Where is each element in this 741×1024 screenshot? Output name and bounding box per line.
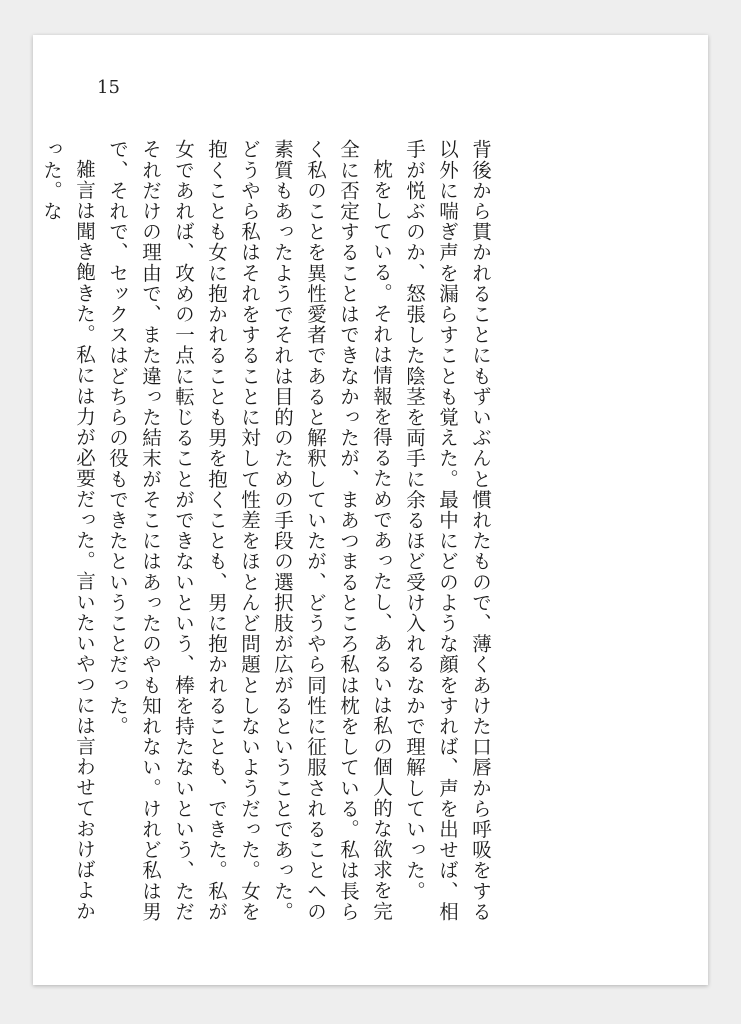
book-page [33,35,708,985]
paragraph-2: 枕をしている。それは情報を得るためであったし、あるいは私の個人的な欲求を完全に否定することはできなかったが、まあつまるところ私は枕をしている。私は長らく私のことを異性愛者であると解釈していたが、どうやら同性に征服されることへの素質もあったようでそれは目的のための手段の選択肢が広がるということであった。どうやら私はそれをすることに対して性差をほとんど問題としないようだった。女を抱くことも女に抱かれることも男を抱くことも、男に抱かれることも、できた。私が女であれば、攻めの一点に転じることができないという、棒を持たないという、ただそれだけの理由で、また違った結末がそこにはあったのやも知れない。けれど私は男で、それで、セックスはどちらの役もできたということだった。 [106,139,393,922]
paragraph-1: 背後から貫かれることにもずいぶんと慣れたもので、薄くあけた口唇から呼吸をする以外に喘ぎ声を漏らすことも覚えた。最中にどのような顔をすれば、声を出せば、相手が悦ぶのか、怒張した陰茎を両手に余るほど受け入れるなかで理解していった。 [403,139,492,922]
body-text [40,139,497,939]
page-number: 15 [97,77,120,98]
paragraph-3: 雑言は聞き飽きた。私には力が必要だった。言いたいやつには言わせておけばよかった。な [40,139,96,921]
